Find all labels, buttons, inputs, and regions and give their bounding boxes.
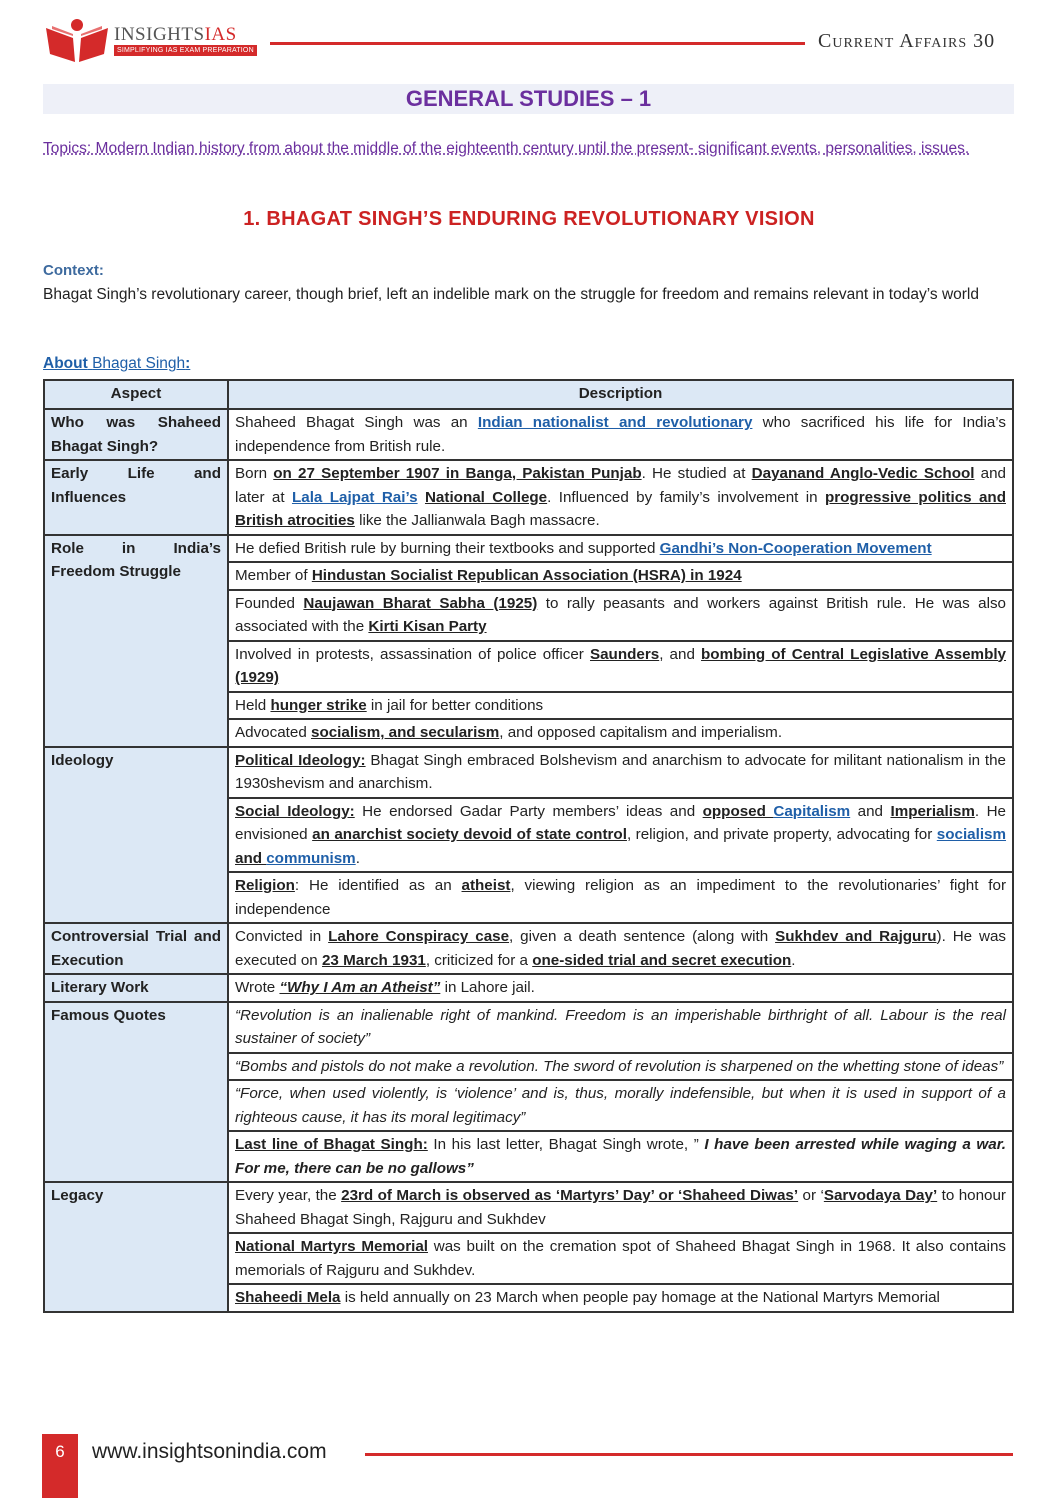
aspect-cell: Literary Work (44, 974, 228, 1002)
description-cell (228, 535, 1013, 563)
description-cell (228, 409, 1013, 460)
emphasis-text: Saunders (589, 645, 660, 663)
description-cell (228, 1182, 1013, 1233)
quote-text: “Revolution is an inalienable right of mankind. Freedom is an imperishable birthright of all. Labour is the real sustainer of society” (235, 1006, 1006, 1047)
description-cell (228, 562, 1013, 590)
description-cell (228, 747, 1013, 798)
context-text: Bhagat Singh’s revolutionary career, though brief, left an indelible mark on the struggle for freedom and remains relevant in today’s world (43, 286, 979, 303)
description-cell (228, 692, 1013, 720)
emphasis-text: on 27 September 1907 in Banga, Pakistan Punjab (273, 465, 642, 482)
footer-website-link[interactable]: www.insightsonindia.com (92, 1440, 327, 1463)
aspect-cell: Ideology (44, 747, 228, 924)
body-text: . He envisioned (235, 802, 1006, 843)
body-text (418, 489, 425, 506)
emphasis-text: Imperialism (890, 802, 975, 820)
emphasis-text: an anarchist society devoid of state control (312, 826, 627, 843)
description-cell (228, 1053, 1013, 1081)
body-text: to honour Shaheed Bhagat Singh, Rajguru and Sukhdev (235, 1187, 1006, 1228)
body-text: in jail for better conditions (366, 696, 544, 714)
body-text: Wrote (235, 979, 280, 996)
emphasis-text: progressive politics and British atrocities (235, 488, 1006, 529)
emphasis-text: one-sided trial and secret execution (532, 951, 792, 969)
context-label: Context: (43, 262, 104, 279)
emphasis-text: hunger strike (270, 696, 367, 714)
emphasis-text: and (235, 849, 267, 867)
body-text: Bhagat Singh embraced Bolshevism and anarchism to advocate for militant nationalism in the 1930shevism and anarchism. (235, 751, 1006, 792)
body-text: . (791, 951, 796, 969)
body-text: , criticized for a (425, 951, 533, 969)
table-row (44, 923, 1013, 974)
table-row (44, 1002, 1013, 1053)
quote-text: I have been arrested while waging a war. For me, there can be no gallows” (235, 1136, 1006, 1177)
body-text: Founded (235, 594, 304, 612)
body-text: ). He was executed on (235, 928, 1006, 969)
about-label: About (43, 355, 88, 372)
emphasis-text: Lahore Conspiracy case (328, 928, 510, 945)
body-text: in Lahore jail. (440, 979, 535, 996)
logo-tagline: SIMPLIFYING IAS EXAM PREPARATION (114, 45, 257, 56)
body-text: . He studied at (641, 465, 752, 482)
bhagat-singh-table (43, 379, 1014, 1313)
body-text: . (355, 849, 360, 867)
description-cell (228, 1233, 1013, 1284)
aspect-cell: Role in India’s Freedom Struggle (44, 535, 228, 747)
body-text: , given a death sentence (along with (509, 928, 776, 945)
section-title: GENERAL STUDIES – 1 (405, 86, 652, 111)
aspect-cell: Famous Quotes (44, 1002, 228, 1183)
insightsias-logo (44, 18, 254, 62)
aspect-cell: Controversial Trial and Execution (44, 923, 228, 974)
body-text: , and opposed capitalism and imperialism. (499, 724, 783, 741)
description-cell (228, 872, 1013, 923)
aspect-cell: Legacy (44, 1182, 228, 1312)
about-heading: About Bhagat Singh: (43, 355, 191, 372)
header-description: Description (228, 380, 1013, 409)
reference-link[interactable]: Indian nationalist and revolutionary (477, 414, 753, 431)
body-text: Member of (235, 567, 312, 584)
reference-link[interactable]: Capitalism (773, 802, 851, 820)
body-text: Advocated (235, 724, 311, 741)
description-cell (228, 1284, 1013, 1312)
body-text: Held (235, 696, 271, 714)
description-cell (228, 590, 1013, 641)
table-row (44, 974, 1013, 1002)
emphasis-text: atheist (461, 877, 511, 894)
body-text: . Influenced by family’s involvement in (547, 488, 825, 506)
body-text: , and (659, 645, 702, 663)
header-divider (270, 42, 805, 45)
reference-link[interactable]: Gandhi’s Non-Cooperation Movement (659, 539, 932, 557)
body-text: Every year, the (235, 1187, 342, 1204)
body-text: In his last letter, Bhagat Singh wrote, ” (427, 1136, 705, 1153)
table-row (44, 409, 1013, 460)
body-text: is held annually on 23 March when people pay homage at the National Martyrs Memorial (340, 1289, 940, 1306)
logo-name: INSIGHTSIAS (114, 23, 237, 45)
body-text: or ‘ (798, 1187, 824, 1204)
document-title: Current Affairs 30 (818, 30, 996, 52)
emphasis-text: Sarvodaya Day’ (823, 1187, 938, 1204)
emphasis-text: Kirti Kisan Party (368, 618, 487, 635)
description-cell (228, 1002, 1013, 1053)
emphasis-text: National Martyrs Memorial (235, 1238, 428, 1255)
footer-divider (365, 1453, 1013, 1456)
description-cell (228, 1131, 1013, 1182)
body-text: He endorsed Gadar Party members’ ideas and (354, 802, 703, 820)
body-text: He defied British rule by burning their textbooks and supported (235, 539, 660, 557)
table-header-row (44, 380, 1013, 409)
body-text: and (850, 802, 891, 820)
body-text: was built on the cremation spot of Shaheed Bhagat Singh in 1968. It also contains memorials of Rajguru and Sukhdev. (235, 1238, 1006, 1279)
emphasis-text: bombing of Central Legislative Assembly (1929) (235, 645, 1007, 686)
quote-text: “Bombs and pistols do not make a revolution. The sword of revolution is sharpened on the whetting stone of ideas” (235, 1057, 1004, 1075)
table-row (44, 1182, 1013, 1233)
description-cell (228, 460, 1013, 535)
emphasis-text: Shaheedi Mela (235, 1289, 341, 1306)
body-text: and later at (235, 465, 1007, 506)
topics-link[interactable]: Topics: Modern Indian history from about the middle of the eighteenth century until the present- significant events, personalities, issues. (43, 140, 970, 157)
emphasis-text: 23rd of March is observed as ‘Martyrs’ Day’ or ‘Shaheed Diwas’ (341, 1187, 799, 1204)
body-text: who sacrificed his life for India’s independence from British rule. (235, 414, 1006, 455)
emphasis-text: Dayanand Anglo-Vedic School (751, 465, 975, 482)
emphasis-text: opposed (702, 802, 774, 820)
emphasis-text: Political Ideology: (235, 751, 366, 769)
body-text: Born (235, 465, 274, 482)
description-cell (228, 974, 1013, 1002)
body-text: : He identified as an (294, 877, 462, 894)
header-aspect: Aspect (44, 380, 228, 409)
description-cell (228, 719, 1013, 747)
body-text: like the Jallianwala Bagh massacre. (354, 512, 600, 529)
section-banner (43, 84, 1014, 114)
reference-link[interactable]: socialism (936, 826, 1007, 843)
emphasis-text: National College (424, 488, 548, 506)
aspect-cell: Who was Shaheed Bhagat Singh? (44, 409, 228, 460)
body-text: Shaheed Bhagat Singh was an (235, 414, 478, 431)
reference-link[interactable]: Lala Lajpat Rai’s (291, 488, 418, 506)
about-link[interactable]: Bhagat Singh (92, 355, 186, 372)
body-text: Involved in protests, assassination of police officer (235, 645, 590, 663)
emphasis-text: Naujawan Bharat Sabha (1925) (303, 594, 538, 612)
table-body (44, 409, 1013, 1312)
body-text: Convicted in (235, 928, 329, 945)
emphasis-text: socialism, and secularism (311, 724, 500, 741)
quote-text: “Force, when used violently, is ‘violence’ and is, thus, morally indefensible, but when it is used in support of a righteous cause, it has its moral legitimacy” (235, 1085, 1006, 1126)
emphasis-text: Religion (235, 877, 295, 894)
emphasis-text: Last line of Bhagat Singh: (235, 1136, 428, 1153)
description-cell (228, 641, 1013, 692)
body-text: to rally peasants and workers against British rule. He was also associated with the (235, 594, 1006, 635)
description-cell (228, 1080, 1013, 1131)
page-number: 6 (42, 1434, 78, 1498)
reference-link[interactable]: communism (266, 849, 356, 867)
body-text: , viewing religion as an impediment to the revolutionaries’ fight for independence (235, 877, 1006, 918)
table-row (44, 747, 1013, 798)
description-cell (228, 923, 1013, 974)
article-title: 1. BHAGAT SINGH’S ENDURING REVOLUTIONARY VISION (243, 208, 815, 230)
body-text: , religion, and private property, advocating for (626, 826, 937, 843)
emphasis-text: Sukhdev and Rajguru (775, 928, 937, 945)
description-cell (228, 798, 1013, 873)
emphasis-text: 23 March 1931 (321, 951, 426, 969)
emphasis-text: Social Ideology: (235, 802, 355, 820)
table-row (44, 535, 1013, 563)
table-row (44, 460, 1013, 535)
book-title: “Why I Am an Atheist” (279, 979, 441, 996)
open-book-icon (44, 18, 110, 62)
emphasis-text: Hindustan Socialist Republican Association (HSRA) in 1924 (311, 567, 742, 584)
aspect-cell: Early Life and Influences (44, 460, 228, 535)
